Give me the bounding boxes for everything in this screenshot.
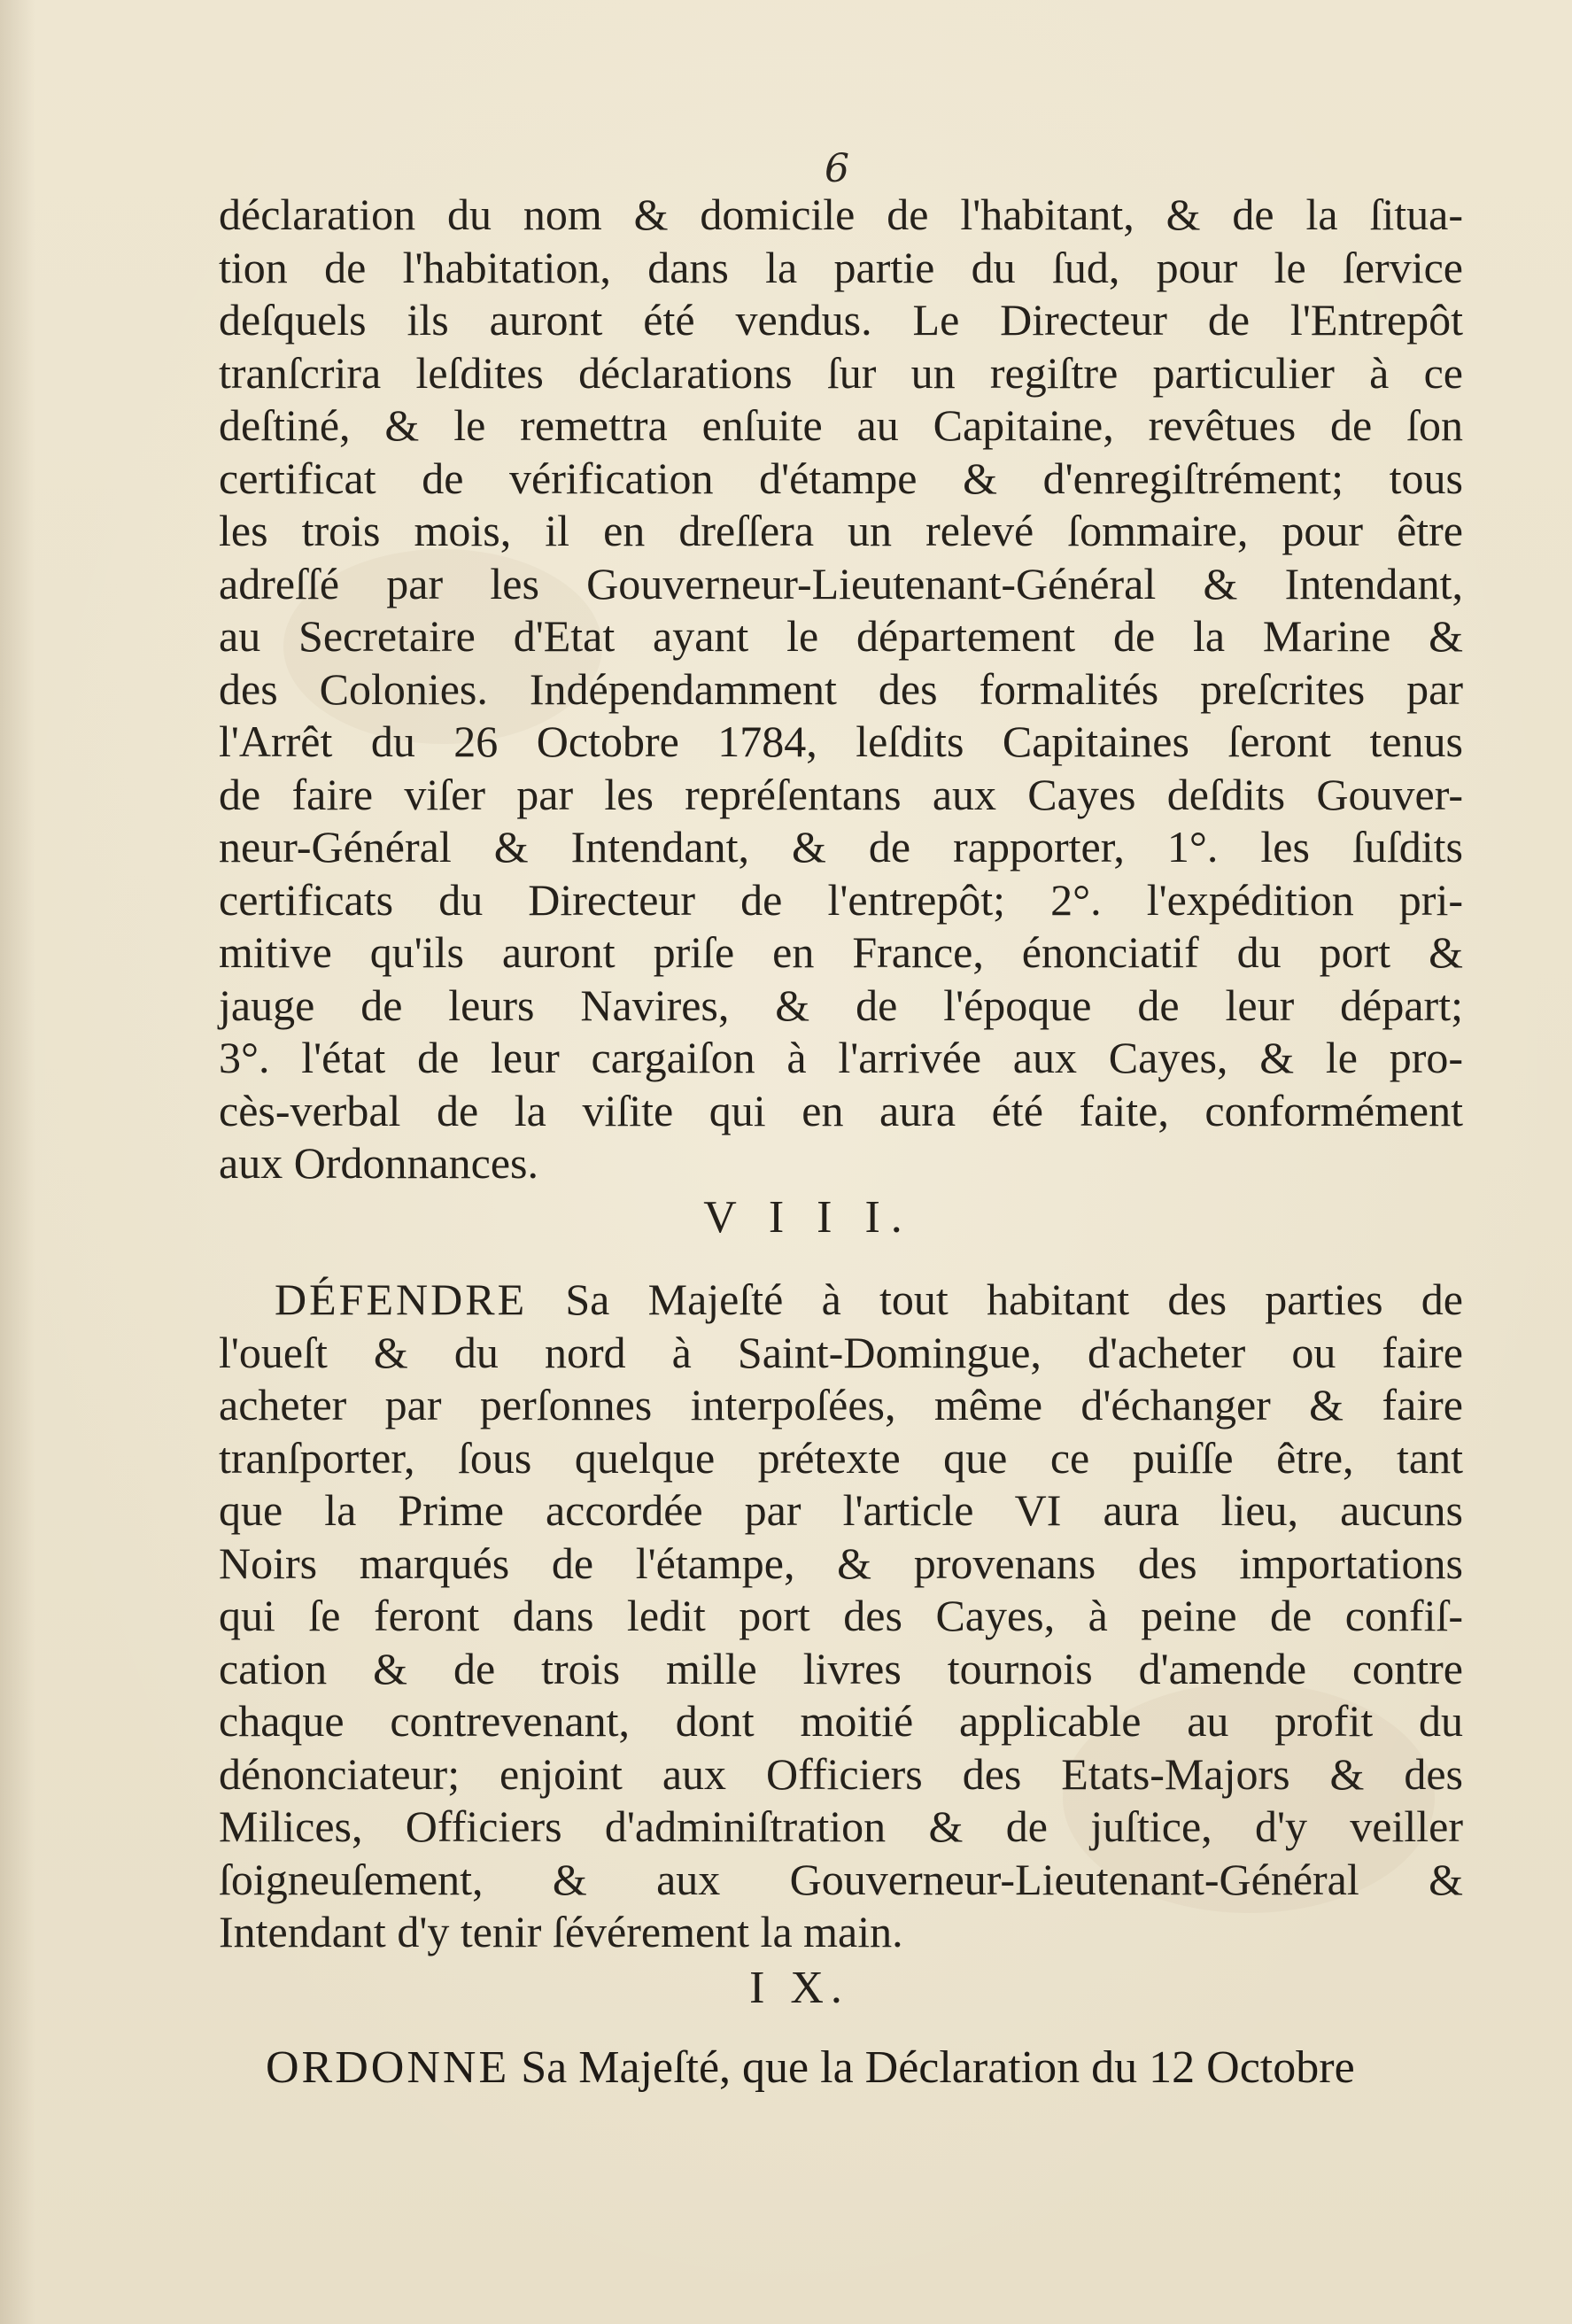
text-line: au Secretaire d'Etat ayant le département de la Marine & — [219, 611, 1463, 661]
text-line: Noirs marqués de l'étampe, & provenans des importations — [219, 1538, 1463, 1588]
text-line: déclaration du nom & domicile de l'habitant, & de la ſitua- — [219, 190, 1463, 239]
text-line: l'oueſt & du nord à Saint-Domingue, d'acheter ou faire — [219, 1327, 1463, 1377]
text-line: dénonciateur; enjoint aux Officiers des Etats-Majors & des — [219, 1748, 1463, 1799]
text-line-rest: Sa Majeſté à tout habitant des parties de — [565, 1274, 1464, 1324]
text-line: neur-Général & Intendant, & de rapporter, 1°. les ſuſdits — [219, 822, 1463, 872]
text-line: aux Ordonnances. — [219, 1138, 538, 1188]
paragraph-1 — [219, 189, 1463, 1190]
text-line: deſtiné, & le remettra enſuite au Capitaine, revêtues de ſon — [219, 400, 1463, 450]
text-line: l'Arrêt du 26 Octobre 1784, leſdits Capitaines ſeront tenus — [219, 717, 1463, 766]
article-8-heading: V I I I. — [703, 1192, 913, 1243]
article-9-text: Sa Majeſté, que la Déclaration du 12 Octobre — [521, 2042, 1355, 2093]
text-line: acheter par perſonnes interpoſées, même d'échanger & faire — [219, 1380, 1463, 1429]
text-line: Milices, Officiers d'adminiſtration & de juſtice, d'y veiller — [219, 1801, 1463, 1851]
text-line: que la Prime accordée par l'article VI aura lieu, aucuns — [219, 1485, 1463, 1535]
text-line: Intendant d'y tenir ſévérement la main. — [219, 1907, 903, 1956]
text-line: chaque contrevenant, dont moitié applicable au profit du — [219, 1696, 1463, 1746]
page-number: 6 — [825, 146, 849, 191]
text-line: cation & de trois mille livres tournois d'amende contre — [219, 1643, 1463, 1693]
text-line: tion de l'habitation, dans la partie du ſud, pour le ſervice — [219, 242, 1463, 292]
article-9-lead: ORDONNE — [266, 2042, 510, 2093]
text-line: jauge de leurs Navires, & de l'époque de leur départ; — [219, 980, 1463, 1030]
article-9-first-line — [266, 2037, 1463, 2099]
text-line-first — [219, 1274, 1463, 1327]
text-line: tranſporter, ſous quelque prétexte que ce puiſſe être, tant — [219, 1432, 1463, 1483]
text-line: les trois mois, il en dreſſera un relevé ſommaire, pour être — [219, 506, 1463, 555]
text-line: ſoigneuſement, & aux Gouverneur-Lieutenant-Général & — [219, 1854, 1463, 1904]
text-line: certificats du Directeur de l'entrepôt; 2°. l'expédition pri- — [219, 874, 1463, 925]
text-line: cès-verbal de la viſite qui en aura été faite, conformément — [219, 1085, 1463, 1135]
article-8-lead: DÉFENDRE — [275, 1274, 528, 1324]
text-line: certificat de vérification d'étampe & d'enregiſtrément; tous — [219, 453, 1463, 503]
text-line: des Colonies. Indépendamment des formalités preſcrites par — [219, 663, 1463, 714]
text-line: 3°. l'état de leur cargaiſon à l'arrivée aux Cayes, & le pro- — [219, 1033, 1463, 1082]
text-line: de faire viſer par les repréſentans aux Cayes deſdits Gouver- — [219, 769, 1463, 819]
text-line: mitive qu'ils auront priſe en France, énonciatif du port & — [219, 927, 1463, 977]
paragraph-2 — [219, 1274, 1463, 1959]
text-line: adreſſé par les Gouverneur-Lieutenant-Général & Intendant, — [219, 558, 1463, 608]
text-line: tranſcrira leſdites déclarations ſur un regiſtre particulier à ce — [219, 347, 1463, 398]
article-9-heading: I X. — [749, 1963, 849, 2013]
text-line: deſquels ils auront été vendus. Le Directeur de l'Entrepôt — [219, 295, 1463, 345]
text-line: qui ſe feront dans ledit port des Cayes, à peine de confiſ- — [219, 1591, 1463, 1640]
